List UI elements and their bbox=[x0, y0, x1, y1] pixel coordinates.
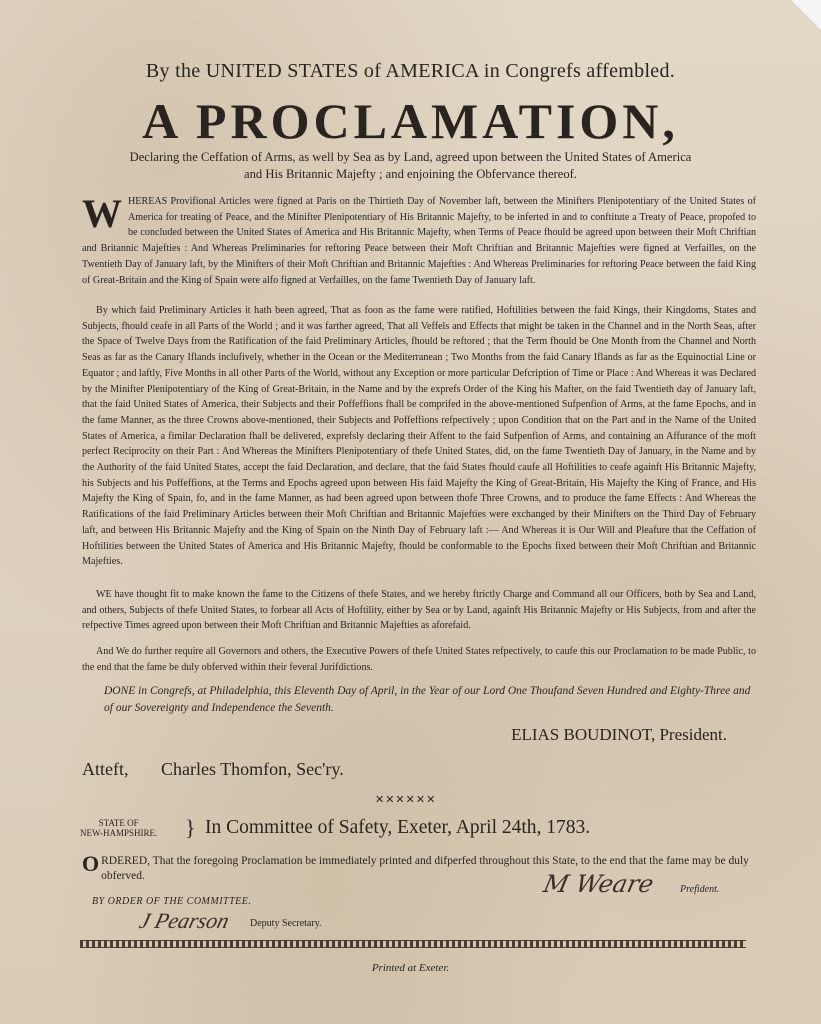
signature-title: Prefident. bbox=[680, 884, 720, 895]
deputy-signature: J Pearson bbox=[137, 908, 232, 933]
attest-line bbox=[82, 759, 344, 780]
paragraph-command: WE have thought fit to make known the fame to the Citizens of thefe States, and we hereby ftrictly Charge and Command all our Officers, both by Sea and Land, and others, Subjects of thefe United States, to forbear all Acts of Hoftility, either by Sea or by Land, againft His Britannic Majefty or His Subjects, from and after the refpective Times agreed upon between their Moft Chriftian and Britannic Majefties as aforefaid. bbox=[82, 589, 756, 632]
ornament-divider: ✕✕✕✕✕✕ bbox=[375, 794, 437, 806]
deputy-title: Deputy Secretary. bbox=[250, 918, 322, 929]
done-in-congress: DONE in Congrefs, at Philadelphia, this Eleventh Day of April, in the Year of our Lord One Thoufand Seven Hundred and Eighty-Three and of our Sovereignty and Independence the Seventh. bbox=[104, 685, 751, 714]
paragraph-text: HEREAS Provifional Articles were figned at Paris on the Thirtieth Day of November laft, between the Minifters Plenipotentiary of the United States of America for treating of Peace, and the Minifter Plenipotentiary of His Britannic Majefty, to be inferted in and to conftitute a Treaty of Peace, propofed to be concluded between the United States of America and His Britannic Majefty, when Terms of Peace fhould be agreed upon between their Moft Chriftian and Britannic Majefties : And Whereas Preliminaries for reftoring Peace between their Moft Chriftian and Britannic Majefties were figned at Verfailles, on the Twentieth Day of January laft, by the Minifters of their Moft Chriftian and Britannic Majefties : And Whereas Preliminaries for reftoring Peace between the faid King of Great-Britain and the King of Spain were alfo figned at Verfailles, on the fame Twentieth Day of January laft. bbox=[82, 196, 756, 286]
by-line: By the UNITED STATES of AMERICA in Congrefs affembled. bbox=[145, 60, 676, 82]
state-label-line2: NEW-HAMPSHIRE. bbox=[80, 828, 158, 838]
state-label-line1: STATE OF bbox=[98, 818, 139, 828]
drop-cap: W bbox=[82, 191, 122, 236]
ordered-drop-cap: O bbox=[82, 851, 100, 876]
state-label bbox=[80, 818, 157, 838]
president-line: ELIAS BOUDINOT, President. bbox=[511, 725, 727, 744]
paragraph-governors: And We do further require all Governors and others, the Executive Powers of thefe United States refpectively, to caufe this our Proclamation to be made Public, to the end that the fame be duly obferved within their feveral Jurifdictions. bbox=[82, 646, 756, 673]
president-signature: M Weare bbox=[541, 870, 657, 898]
printer-imprint: Printed at Exeter. bbox=[371, 962, 450, 974]
document-title: A PROCLAMATION, bbox=[142, 93, 679, 149]
torn-corner bbox=[791, 0, 821, 30]
paragraph-whereas bbox=[82, 191, 756, 288]
document-subtitle: Declaring the Ceffation of Arms, as well by Sea as by Land, agreed upon between the United States of America and His Britannic Majefty ; and enjoining the Obfervance thereof. bbox=[129, 150, 692, 181]
secretary-name: Charles Thomfon, Sec'ry. bbox=[161, 759, 344, 779]
paragraph-preliminary-articles: By which faid Preliminary Articles it hath been agreed, That as foon as the fame were ratified, Hoftilities between the faid Kings, their Kingdoms, States and Subjects, fhould ceafe in all Parts of the World ; and it was farther agreed, That all Veffels and Effects that might be taken in the Channel and in the North Seas, after the Space of Twelve Days from the Ratification of the faid Preliminary Articles, fhould be reftored ; that the Term fhould be One Month from the Channel and North Seas as far as the Canary Iflands inclufively, whether in the Ocean or the Mediterranean ; Two Months from the faid Canary Iflands as far as the Equinoctial Line or Equator ; and laftly, Five Months in all other Parts of the World, without any Exception or more particular Defcription of Time or Place : And Whereas it was Declared by the Minifter Plenipotentiary of the King of Great-Britain, in the Name and by the exprefs Order of the King his Mafter, on the faid Twentieth day of January laft, that the faid United States of America, their Subjects and their Poffeffions fhall be comprifed in the above-mentioned Sufpenfion of Arms, at the fame Epochs, and in the fame Manner, as the three Crowns above-mentioned, their Subjects and Poffeffions refpectively ; upon Condition that on the Part and in the Name of the United States of America, a fimilar Declaration fhall be delivered, exprefsly declaring their Affent to the faid Sufpenfion of Arms, and containing an Affurance of the moft perfect Reciprocity on their Part : And Whereas the Minifters Plenipotentiary of thefe United States, did, on the fame Twentieth Day of January, in the Name and by the Authority of the faid United States, accept the faid Declaration, and declare, that the faid States fhould caufe all Hoftilities to ceafe againft His Britannic Majefty, his Subjects and his Poffeffions, at the Terms and Epochs agreed upon between His faid Majefty the King of Great-Britain, His Majefty the King of France, and His Majefty the King of Spain, fo, and in the fame Manner, as had been agreed upon between thofe Three Crowns, and to produce the fame Effects : And Whereas the Ratifications of the faid Preliminary Articles between their Moft Chriftian and Britannic Majefties were exchanged by their Minifters on the Third Day of February laft, and between His Britannic Majefty and the King of Spain on the Ninth Day of February laft :— And Whereas it is Our Will and Pleafure that the Ceffation of Hoftilities between the United States of America and His Britannic Majefty, fhould be conformable to the Epochs fixed between their Moft Chriftian and Britannic Majefties. bbox=[82, 305, 756, 568]
brace-icon: } bbox=[185, 815, 196, 840]
committee-heading: In Committee of Safety, Exeter, April 24th, 1783. bbox=[205, 817, 591, 838]
attest-label: Atteft, bbox=[82, 759, 129, 779]
ornamental-rule bbox=[80, 940, 746, 948]
ordered-text: RDERED, That the foregoing Proclamation be immediately printed and difperfed throughout this State, to the end that the fame may be duly obferved. bbox=[101, 855, 749, 882]
by-order-label: BY ORDER OF THE COMMITTEE. bbox=[92, 896, 252, 907]
